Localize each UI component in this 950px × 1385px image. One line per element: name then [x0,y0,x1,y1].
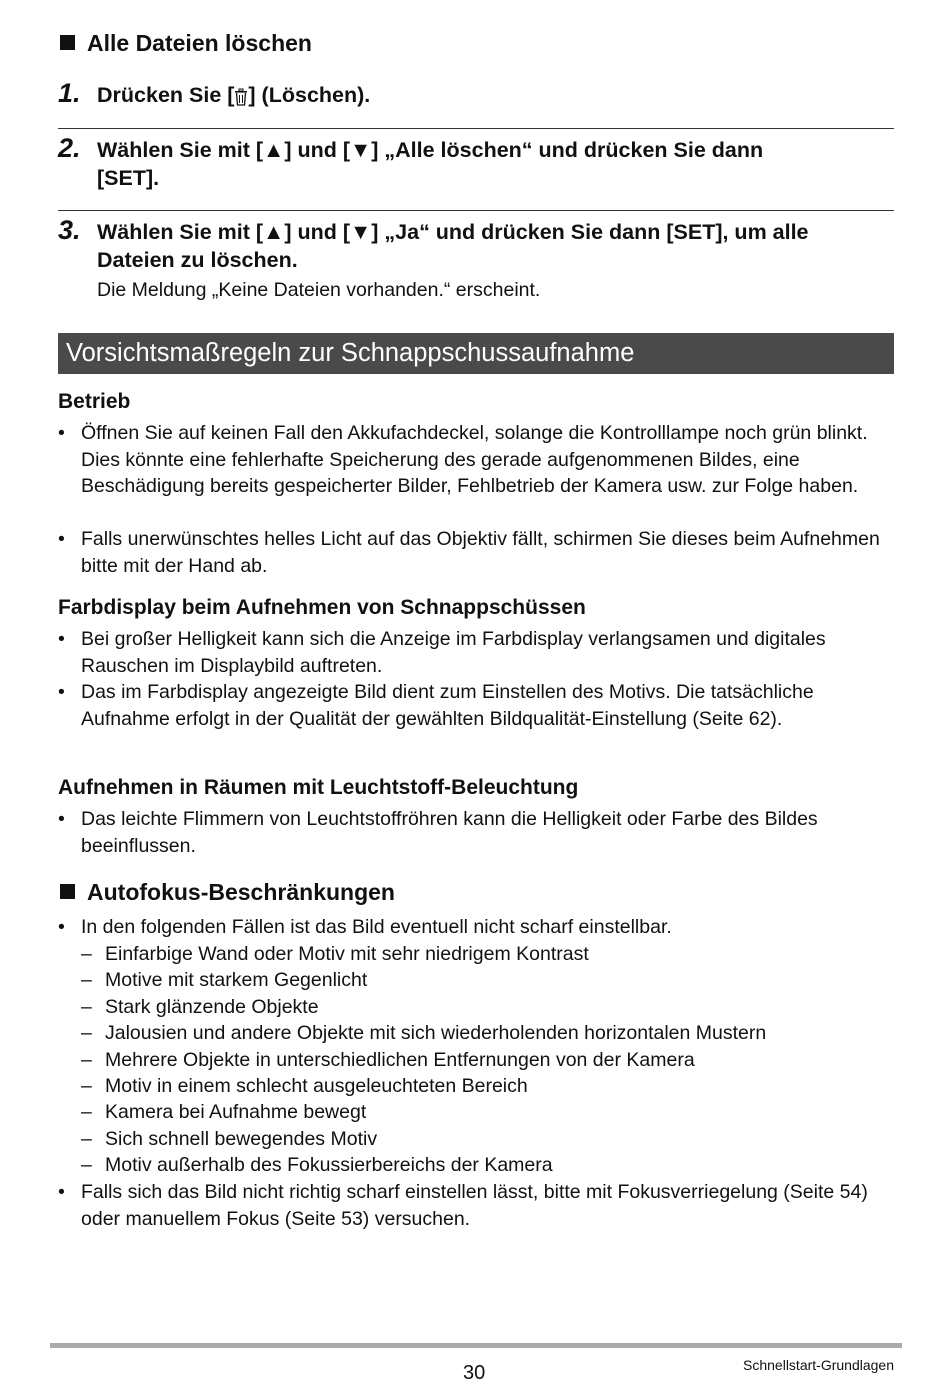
section-heading-delete-all [60,30,312,57]
dash-icon: – [81,943,92,965]
dash-item-text: Kamera bei Aufnahme bewegt [105,1101,367,1123]
dash-item-text: Einfarbige Wand oder Motiv mit sehr niedrigem Kontrast [105,943,589,965]
dash-icon: – [81,1075,92,1097]
heading-text: Autofokus-Beschränkungen [87,879,395,905]
dash-icon: – [81,1154,92,1176]
dash-icon: – [81,996,92,1018]
list-item [58,420,898,500]
list-item [58,1179,898,1232]
step-number: 2. [58,133,81,163]
list-item [58,626,898,679]
square-bullet-icon [60,35,75,50]
step-1-pre: Drücken Sie [ [97,83,235,107]
bullet-icon: • [58,808,65,830]
step-3-line2: Dateien zu löschen. [97,248,298,272]
list-item-text: Falls unerwünschtes helles Licht auf das Objektiv fällt, schirmen Sie dieses beim Aufnehmen bitte mit der Hand ab. [81,528,880,577]
dash-item [81,994,319,1021]
square-bullet-icon [60,884,75,899]
divider [58,210,894,211]
list-item-text: In den folgenden Fällen ist das Bild eventuell nicht scharf einstellbar. [81,916,672,938]
step-1-text [97,81,897,109]
list-item-text: Falls sich das Bild nicht richtig scharf einstellen lässt, bitte mit Fokusverriegelung (Seite 54) oder manuellem Fokus (Seite 53) versuchen. [81,1181,868,1230]
trash-icon [234,85,248,103]
step-2-line2: [SET]. [97,166,160,190]
dash-item [81,941,589,968]
dash-item [81,1020,766,1047]
dash-icon: – [81,1022,92,1044]
footer-rule [50,1343,902,1348]
dash-icon: – [81,1049,92,1071]
section-heading-autofocus [60,879,395,906]
bullet-icon: • [58,681,65,703]
list-item [58,914,898,941]
bullet-icon: • [58,1181,65,1203]
dash-item [81,967,367,994]
dash-icon: – [81,1128,92,1150]
dash-item [81,1152,553,1179]
list-item-text: Bei großer Helligkeit kann sich die Anzeige im Farbdisplay verlangsamen und digitales Rauschen im Displaybild auftreten. [81,628,826,677]
subheading-betrieb: Betrieb [58,390,131,413]
step-2-text [97,136,897,192]
step-number: 1. [58,78,81,108]
dash-item-text: Motiv in einem schlecht ausgeleuchteten Bereich [105,1075,528,1097]
page-number: 30 [463,1362,486,1384]
list-item [58,679,898,732]
subheading-farbdisplay: Farbdisplay beim Aufnehmen von Schnappschüssen [58,596,586,619]
subheading-leuchtstoff: Aufnehmen in Räumen mit Leuchtstoff-Beleuchtung [58,776,579,799]
dash-item-text: Jalousien und andere Objekte mit sich wiederholenden horizontalen Mustern [105,1022,767,1044]
dash-item [81,1073,528,1100]
bullet-icon: • [58,528,65,550]
dash-icon: – [81,969,92,991]
step-number: 3. [58,215,81,245]
step-3-line1: Wählen Sie mit [▲] und [▼] „Ja“ und drücken Sie dann [SET], um alle [97,220,809,244]
dash-item [81,1099,366,1126]
divider [58,128,894,129]
bullet-icon: • [58,628,65,650]
dash-icon: – [81,1101,92,1123]
list-item-text: Das leichte Flimmern von Leuchtstoffröhren kann die Helligkeit oder Farbe des Bildes beeinflussen. [81,808,818,857]
list-item-text: Öffnen Sie auf keinen Fall den Akkufachdeckel, solange die Kontrolllampe noch grün blinkt. Dies könnte eine fehlerhafte Speicherung des gerade aufgenommenen Bildes, eine Beschädigung bereits gespeicherter Bilder, Fehlbetrieb der Kamera usw. zur Folge haben. [81,422,868,497]
heading-text: Alle Dateien löschen [87,30,312,56]
bullet-icon: • [58,916,65,938]
step-2-line1: Wählen Sie mit [▲] und [▼] „Alle löschen“ und drücken Sie dann [97,138,764,162]
list-item [58,806,898,859]
list-item-text: Das im Farbdisplay angezeigte Bild dient zum Einstellen des Motivs. Die tatsächliche Aufnahme erfolgt in der Qualität der gewählten Bildqualität-Einstellung (Seite 62). [81,681,814,730]
footer-section-title: Schnellstart-Grundlagen [743,1357,894,1373]
step-3-text [97,218,897,274]
dash-item-text: Mehrere Objekte in unterschiedlichen Entfernungen von der Kamera [105,1049,695,1071]
dash-item [81,1047,695,1074]
step-1-post: ] (Löschen). [248,83,371,107]
dash-item-text: Stark glänzende Objekte [105,996,319,1018]
dash-item-text: Motive mit starkem Gegenlicht [105,969,368,991]
list-item [58,526,898,579]
bullet-icon: • [58,422,65,444]
dash-item-text: Motiv außerhalb des Fokussierbereichs der Kamera [105,1154,553,1176]
step-3-note: Die Meldung „Keine Dateien vorhanden.“ erscheint. [97,279,541,301]
dash-item [81,1126,377,1153]
section-banner: Vorsichtsmaßregeln zur Schnappschussaufnahme [58,333,894,374]
dash-item-text: Sich schnell bewegendes Motiv [105,1128,378,1150]
